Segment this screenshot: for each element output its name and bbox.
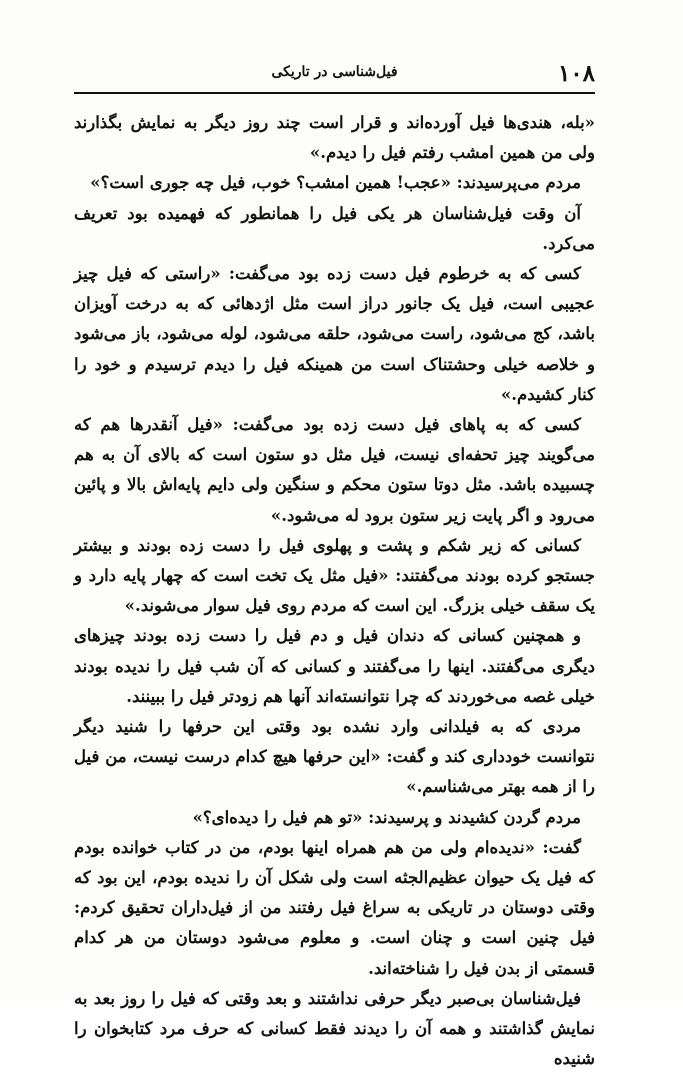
page-number: ۱۰۸	[557, 60, 595, 87]
header-rule	[74, 92, 595, 94]
paragraph: مردم گردن کشیدند و پرسیدند: «تو هم فیل را دیده‌ای؟»	[192, 807, 581, 827]
paragraph: مردم می‌پرسیدند: «عجب! همین امشب؟ خوب، فیل چه جوری است؟»	[90, 173, 581, 193]
paragraph: فیل‌شناسان بی‌صبر دیگر حرفی نداشتند و بعد وقتی که فیل را روز بعد به نمایش گذاشتند و همه آن را دیدند فقط کسانی که حرف مرد کتابخوان را شنیده	[74, 988, 595, 1069]
paragraph: کسی که به پاهای فیل دست زده بود می‌گفت: «فیل آنقدرها هم که می‌گویند چیز تحفه‌ای نیست، فیل مثل دو ستون است که بالای آن به هم چسبیده باشد. مثل دوتا ستون محکم و سنگین ولی دایم پایه‌اش بالا و پائین می‌رود و اگر پایت زیر ستون برود له می‌شود.»	[74, 415, 595, 525]
body-text	[74, 108, 595, 1075]
paragraph: کسی که به خرطوم فیل دست زده بود می‌گفت: «راستی که فیل چیز عجیبی است، فیل یک جانور دراز است مثل اژدهائی که به درخت آویزان باشد، کج می‌شود، راست می‌شود، حلقه می‌شود، لوله می‌شود، باز می‌شود و خلاصه خیلی وحشتناک است من همینکه فیل را دیدم ترسیدم و خود را کنار کشیدم.»	[74, 264, 595, 404]
paragraph: و همچنین کسانی که دندان فیل و دم فیل را دست زده بودند چیزهای دیگری می‌گفتند. اینها را می‌گفتند و کسانی که آن شب فیل را ندیده بودند خیلی غصه می‌خوردند که چرا نتوانسته‌اند آنها هم زودتر فیل را ببینند.	[74, 626, 595, 706]
page-header	[74, 58, 595, 88]
paragraph: آن وقت فیل‌شناسان هر یکی فیل را همانطور که فهمیده بود تعریف می‌کرد.	[74, 203, 595, 253]
paragraph: «بله، هندی‌ها فیل آورده‌اند و قرار است چند روز دیگر به نمایش بگذارند ولی من همین امشب رفتم فیل را دیدم.»	[74, 113, 595, 163]
paragraph: مردی که به فیلدانی وارد نشده بود وقتی این حرفها را شنید دیگر نتوانست خودداری کند و گفت: «این حرفها هیچ کدام درست نیست، من فیل را از همه بهتر می‌شناسم.»	[74, 717, 595, 797]
running-title: فیل‌شناسی در تاریکی	[271, 64, 398, 80]
paragraph: کسانی که زیر شکم و پشت و پهلوی فیل را دست زده بودند و بیشتر جستجو کرده بودند می‌گفتند: «فیل مثل یک تخت است که چهار پایه دارد و یک سقف خیلی بزرگ. این است که مردم روی فیل سوار می‌شوند.»	[74, 535, 595, 616]
paragraph: گفت: «ندیده‌ام ولی من هم همراه اینها بودم، من در کتاب خوانده بودم که فیل یک حیوان عظیم‌الجثه است ولی شکل آن را ندیده بودم، این بود که وقتی دوستان در تاریکی به سراغ فیل رفتند من از فیل‌داران تحقیق کردم: فیل چنین است و چنان است. و معلوم می‌شود دوستان من هر کدام قسمتی از بدن فیل را شناخته‌اند.	[74, 837, 595, 978]
